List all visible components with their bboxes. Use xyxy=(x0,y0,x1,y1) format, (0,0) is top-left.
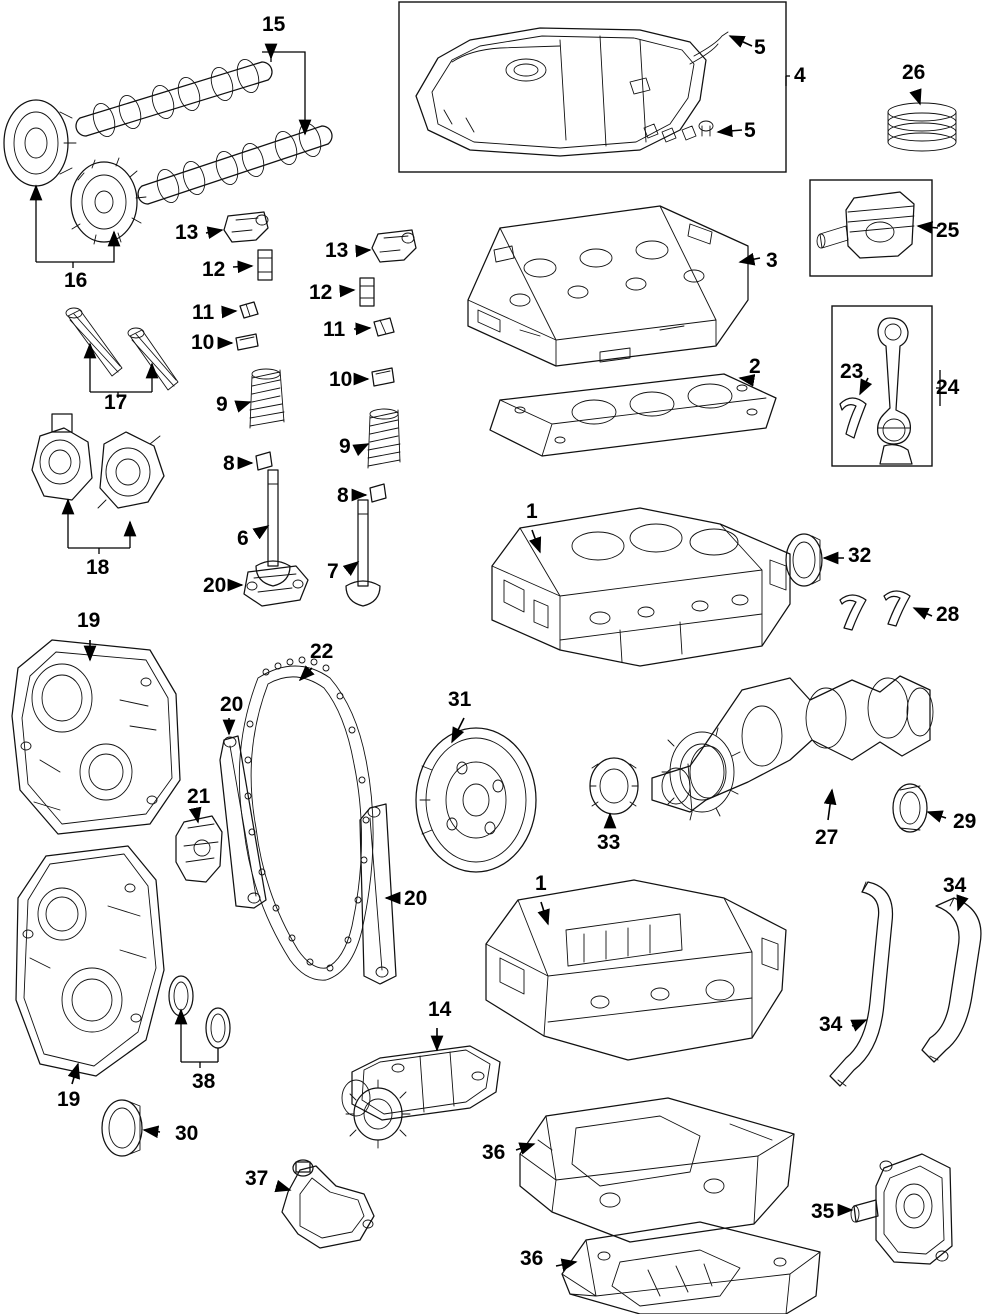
callout-5-top: 5 xyxy=(754,36,766,59)
connecting-rod-box xyxy=(832,306,940,466)
crankshaft xyxy=(652,676,946,832)
oil-pan-upper xyxy=(516,1098,794,1242)
callout-24: 24 xyxy=(936,376,960,399)
callout-34-right: 34 xyxy=(943,874,967,897)
callout-7: 7 xyxy=(327,560,339,583)
callout-10-left: 10 xyxy=(191,331,215,354)
callout-28: 28 xyxy=(936,603,960,626)
cylinder-head xyxy=(468,206,760,366)
crankshaft-front-oil-seal xyxy=(102,1100,160,1156)
callout-32: 32 xyxy=(848,544,872,567)
exhaust-valve xyxy=(346,500,380,606)
callout-8-left: 8 xyxy=(223,452,235,475)
callout-27: 27 xyxy=(815,826,839,849)
crankshaft-rear-oil-seal xyxy=(786,534,844,586)
timing-chain-cover-upper xyxy=(12,640,180,834)
callout-3: 3 xyxy=(766,249,778,272)
callout-37: 37 xyxy=(245,1167,269,1190)
crankshaft-pulley xyxy=(416,718,536,872)
callout-4: 4 xyxy=(794,64,806,87)
callout-5-bottom: 5 xyxy=(744,119,756,142)
piston-box xyxy=(810,180,938,276)
oil-cooler xyxy=(844,1154,952,1264)
callout-21: 21 xyxy=(187,785,211,808)
piston-ring-set xyxy=(888,92,956,151)
timing-chain-cover-lower xyxy=(16,846,164,1084)
callout-35: 35 xyxy=(811,1200,835,1223)
callout-15: 15 xyxy=(262,13,286,36)
callout-22: 22 xyxy=(310,640,334,663)
callout-9-left: 9 xyxy=(216,393,228,416)
cylinder-head-cover-box xyxy=(399,2,790,172)
camshaft-group xyxy=(4,44,332,268)
camshaft-timing-gear-1 xyxy=(4,100,76,186)
callout-38: 38 xyxy=(192,1070,216,1093)
water-bypass-hoses xyxy=(830,882,981,1086)
cylinder-head-gasket xyxy=(490,374,776,456)
crankshaft-timing-gear xyxy=(590,758,638,826)
callout-20-left: 20 xyxy=(220,693,244,716)
callout-1-lower: 1 xyxy=(535,872,547,895)
callout-25: 25 xyxy=(936,219,960,242)
callout-9-right: 9 xyxy=(339,435,351,458)
o-rings xyxy=(169,976,230,1068)
cylinder-block-upper xyxy=(492,508,790,666)
valve-spring-2 xyxy=(368,409,400,468)
oil-pan-lower xyxy=(556,1222,820,1314)
oil-pump xyxy=(342,1028,500,1148)
callout-6: 6 xyxy=(237,527,249,550)
callout-34-left: 34 xyxy=(819,1013,843,1036)
timing-chain-assembly xyxy=(176,657,398,984)
valve-spring-1 xyxy=(250,369,284,428)
callout-19-lower: 19 xyxy=(57,1088,81,1111)
callout-26: 26 xyxy=(902,61,926,84)
cylinder-head-bolts xyxy=(66,308,178,398)
callout-2: 2 xyxy=(749,355,761,378)
callout-13-right: 13 xyxy=(325,239,349,262)
callout-18: 18 xyxy=(86,556,110,579)
callout-12-right: 12 xyxy=(309,281,333,304)
callout-1-upper: 1 xyxy=(526,500,538,523)
callout-16: 16 xyxy=(64,269,88,292)
callout-36-upper: 36 xyxy=(482,1141,506,1164)
camshaft-timing-gear-2 xyxy=(71,158,146,244)
callout-14: 14 xyxy=(428,998,452,1021)
callout-33: 33 xyxy=(597,831,621,854)
callout-12-left: 12 xyxy=(202,258,226,281)
callout-30: 30 xyxy=(175,1122,199,1145)
camshaft-timing-oil-control-valve xyxy=(32,414,164,554)
callout-20-top: 20 xyxy=(203,574,227,597)
callout-23: 23 xyxy=(840,360,864,383)
callout-8-right: 8 xyxy=(337,484,349,507)
cylinder-block-lower xyxy=(486,880,786,1060)
callout-19-upper: 19 xyxy=(77,609,101,632)
callout-13-left: 13 xyxy=(175,221,199,244)
callout-11-right: 11 xyxy=(323,318,346,341)
callout-11-left: 11 xyxy=(192,301,215,324)
oil-strainer xyxy=(276,1160,374,1248)
callout-20-right: 20 xyxy=(404,887,428,910)
crankshaft-thrust-washers xyxy=(840,591,932,630)
callout-10-right: 10 xyxy=(329,368,353,391)
callout-17: 17 xyxy=(104,391,128,414)
callout-31: 31 xyxy=(448,688,472,711)
callout-29: 29 xyxy=(953,810,977,833)
callout-36-lower: 36 xyxy=(520,1247,544,1270)
